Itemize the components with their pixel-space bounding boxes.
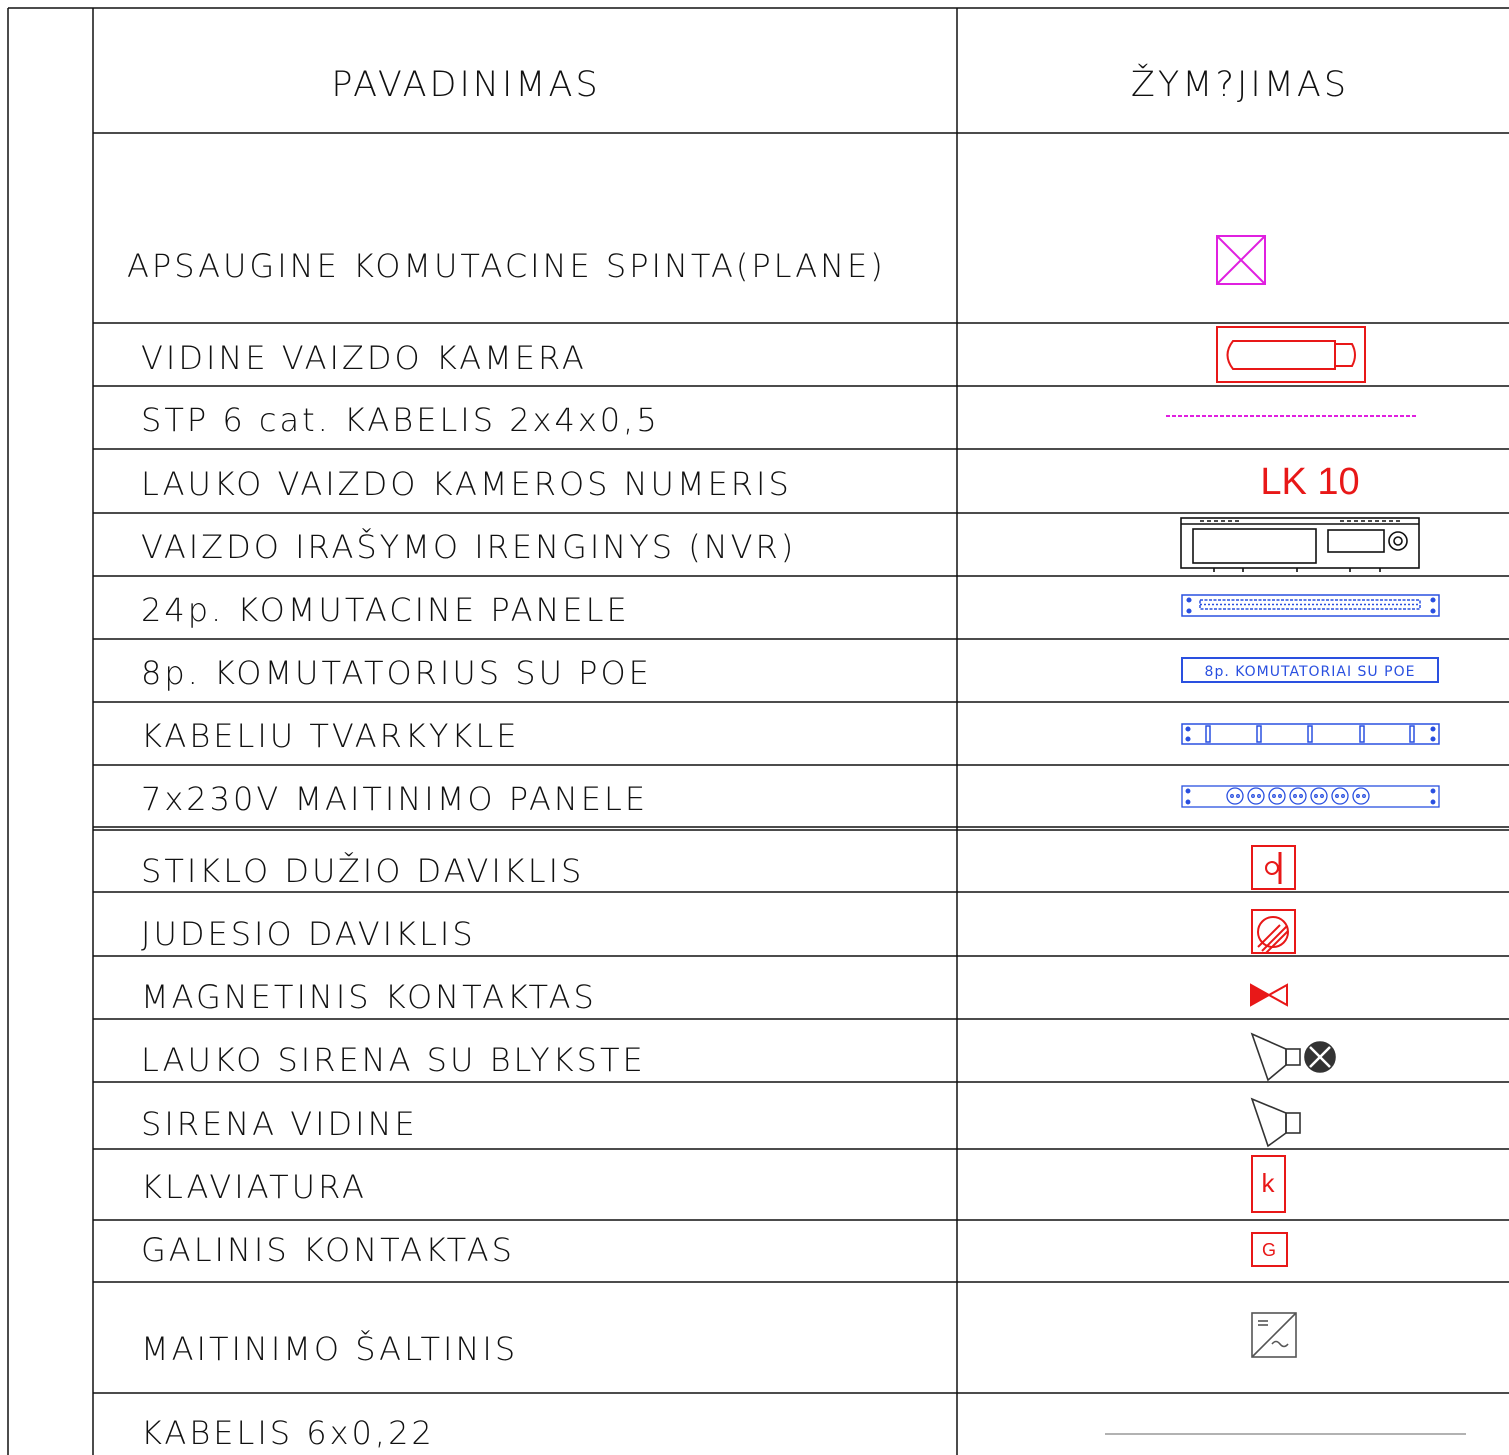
row-label: JUDESIO DAVIKLIS: [141, 915, 476, 953]
row-label: STP 6 cat. KABELIS 2x4x0,5: [141, 401, 660, 439]
indoor-camera-icon: [1217, 327, 1365, 382]
row-label: 24p. KOMUTACINE PANELE: [141, 591, 630, 629]
power-strip-icon: [1182, 786, 1439, 807]
patch-panel-icon: [1182, 595, 1439, 616]
poe-switch-box: [1182, 658, 1438, 682]
end-contact-icon: [1252, 1233, 1287, 1266]
glass-break-sensor-icon: [1252, 846, 1295, 889]
header-name-column: PAVADINIMAS: [331, 65, 601, 105]
row-label: KLAVIATURA: [141, 1168, 367, 1206]
row-labels: [127, 247, 886, 1452]
row-label: MAGNETINIS KONTAKTAS: [141, 978, 597, 1016]
row-label: STIKLO DUŽIO DAVIKLIS: [141, 852, 585, 890]
row-label: GALINIS KONTAKTAS: [141, 1231, 515, 1269]
power-supply-icon: [1252, 1313, 1296, 1357]
cable-manager-icon: [1182, 724, 1439, 744]
box-cross-icon: [1217, 236, 1265, 284]
row-label: KABELIU TVARKYKLE: [141, 717, 520, 755]
row-label: APSAUGINE KOMUTACINE SPINTA(PLANE): [127, 247, 886, 285]
row-label: 8p. KOMUTATORIUS SU POE: [141, 654, 652, 692]
row-label: MAITINIMO ŠALTINIS: [141, 1330, 519, 1368]
camera-number-tag: LK 10: [1260, 461, 1360, 503]
row-label: SIRENA VIDINE: [141, 1105, 418, 1143]
row-label: 7x230V MAITINIMO PANELE: [141, 780, 649, 818]
header-symbol-column: ŽYM?JIMAS: [1130, 65, 1350, 105]
row-label: KABELIS 6x0,22: [141, 1414, 435, 1452]
row-label: VAIZDO IRAŠYMO IRENGINYS (NVR): [141, 528, 797, 566]
indoor-siren-icon: [1252, 1099, 1300, 1146]
motion-sensor-icon: [1252, 910, 1295, 953]
keypad-icon: [1252, 1156, 1285, 1212]
keypad-letter: k: [1261, 1168, 1275, 1198]
nvr-device-icon: [1181, 518, 1419, 572]
outdoor-siren-strobe-icon: [1252, 1034, 1335, 1080]
magnetic-contact-icon: [1251, 985, 1287, 1005]
row-label: LAUKO SIRENA SU BLYKSTE: [141, 1041, 646, 1079]
row-label: VIDINE VAIZDO KAMERA: [141, 339, 587, 377]
end-contact-letter: G: [1261, 1240, 1277, 1260]
poe-switch-label: 8p. KOMUTATORIAI SU POE: [1204, 664, 1416, 680]
row-label: LAUKO VAIZDO KAMEROS NUMERIS: [141, 465, 792, 503]
